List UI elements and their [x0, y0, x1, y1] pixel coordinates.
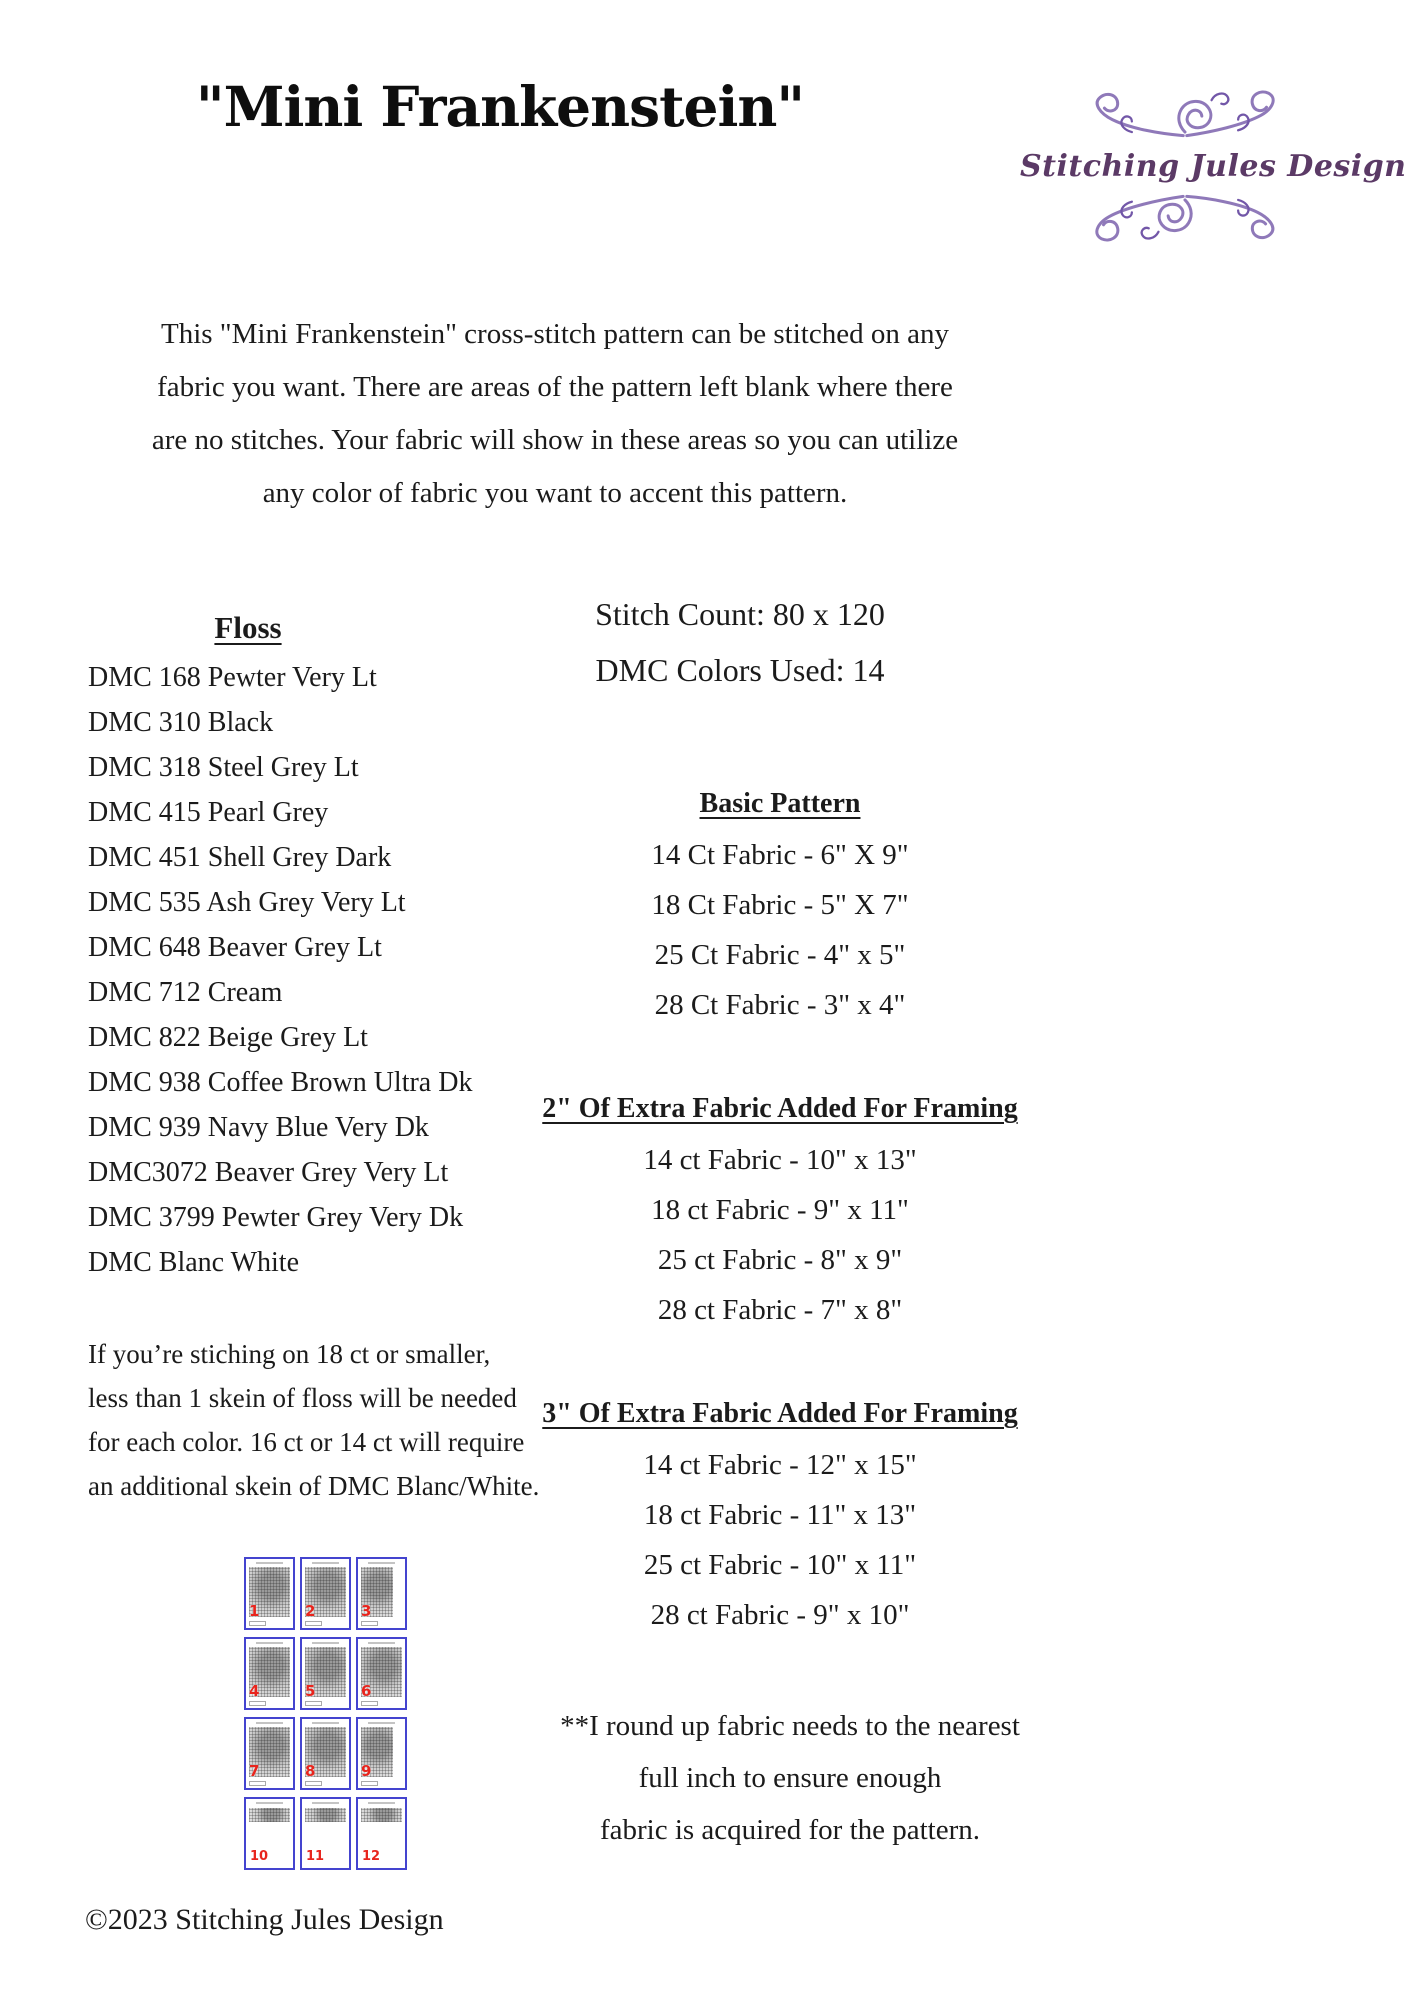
section-2in-framing [500, 1093, 1060, 1335]
fabric-size-row: 25 ct Fabric - 10" x 11" [643, 1549, 917, 1581]
thumbnail-page-number: 3 [361, 1602, 372, 1620]
thumbnail-caption [312, 1642, 339, 1644]
thumbnail-caption [312, 1802, 339, 1804]
thumbnail-page-number: 4 [249, 1682, 260, 1700]
fabric-size-row: 18 ct Fabric - 9" x 11" [651, 1194, 909, 1226]
fabric-size-row: 25 ct Fabric - 8" x 9" [657, 1244, 903, 1276]
pattern-page-thumbnail [300, 1637, 351, 1710]
thumbnail-legend-box [249, 1701, 266, 1706]
thumbnail-caption [368, 1562, 395, 1564]
thumbnail-legend-box [361, 1621, 378, 1626]
fabric-size-row: 18 ct Fabric - 11" x 13" [643, 1499, 917, 1531]
thumbnail-page-number: 1 [249, 1602, 260, 1620]
thumbnail-page-number: 9 [361, 1762, 372, 1780]
floss-note-line: for each color. 16 ct or 14 ct will require [88, 1427, 525, 1457]
fabric-size-row: 14 ct Fabric - 12" x 15" [643, 1449, 917, 1481]
fabric-size-row: 18 Ct Fabric - 5" X 7" [651, 889, 909, 921]
pattern-page-thumbnail [300, 1557, 351, 1630]
thumbnail-caption [256, 1802, 283, 1804]
intro-line: fabric you want. There are areas of the pattern left blank where there [157, 371, 953, 403]
pattern-page-thumbnail [300, 1797, 351, 1870]
thumbnail-page-number: 2 [305, 1602, 316, 1620]
fabric-size-rows [520, 830, 1040, 1030]
section-heading: 3" Of Extra Fabric Added For Framing [542, 1398, 1018, 1429]
floss-list [88, 655, 558, 1285]
thumbnail-caption [368, 1642, 395, 1644]
floss-color-item: DMC3072 Beaver Grey Very Lt [88, 1157, 449, 1188]
thumbnail-page-number: 11 [306, 1849, 325, 1864]
logo [1020, 86, 1407, 246]
floss-color-item: DMC 712 Cream [88, 977, 283, 1008]
thumbnail-legend-box [305, 1701, 322, 1706]
fabric-size-row: 14 Ct Fabric - 6" X 9" [651, 839, 909, 871]
fabric-size-row: 28 Ct Fabric - 3" x 4" [654, 989, 906, 1021]
pattern-page-thumbnail [244, 1797, 295, 1870]
fabric-note-line: fabric is acquired for the pattern. [599, 1814, 981, 1846]
thumbnail-caption [312, 1562, 339, 1564]
thumbnail-legend-box [305, 1781, 322, 1786]
thumbnail-caption [256, 1642, 283, 1644]
stitch-grid-preview [305, 1808, 346, 1822]
floss-color-item: DMC 318 Steel Grey Lt [88, 752, 359, 783]
fabric-size-rows [500, 1440, 1060, 1640]
pattern-page-thumbnails [244, 1557, 407, 1870]
pattern-page-thumbnail [356, 1637, 407, 1710]
thumbnail-legend-box [249, 1621, 266, 1626]
intro-paragraph [100, 308, 1010, 520]
floss-note-line: an additional skein of DMC Blanc/White. [88, 1471, 540, 1501]
thumbnail-caption [368, 1802, 395, 1804]
dmc-colors-used: DMC Colors Used: 14 [595, 652, 885, 688]
page-title: "Mini Frankenstein" [195, 74, 805, 139]
pattern-page-thumbnail [300, 1717, 351, 1790]
flourish-icon [1071, 86, 1299, 148]
thumbnail-caption [368, 1722, 395, 1724]
floss-color-item: DMC 415 Pearl Grey [88, 797, 329, 828]
copyright-text: ©2023 Stitching Jules Design [85, 1903, 444, 1936]
section-basic-pattern [520, 788, 1040, 1030]
thumbnail-caption [312, 1722, 339, 1724]
stitch-grid-preview [249, 1808, 290, 1822]
section-heading: Basic Pattern [699, 788, 861, 819]
thumbnail-page-number: 8 [305, 1762, 316, 1780]
fabric-size-row: 25 Ct Fabric - 4" x 5" [654, 939, 906, 971]
pattern-page-thumbnail [244, 1637, 295, 1710]
intro-line: are no stitches. Your fabric will show in these areas so you can utilize [151, 424, 959, 456]
thumbnail-caption [256, 1562, 283, 1564]
stitch-count: Stitch Count: 80 x 120 [595, 596, 885, 632]
pattern-page-thumbnail [356, 1557, 407, 1630]
floss-color-item: DMC 310 Black [88, 707, 274, 738]
pattern-page-thumbnail [244, 1557, 295, 1630]
floss-color-item: DMC 648 Beaver Grey Lt [88, 932, 382, 963]
fabric-note-line: full inch to ensure enough [638, 1762, 942, 1794]
fabric-size-row: 28 ct Fabric - 7" x 8" [657, 1294, 903, 1326]
thumbnail-caption [256, 1722, 283, 1724]
thumbnail-legend-box [249, 1781, 266, 1786]
floss-color-item: DMC 822 Beige Grey Lt [88, 1022, 368, 1053]
thumbnail-page-number: 7 [249, 1762, 260, 1780]
pattern-stats [480, 586, 1000, 698]
pattern-page-thumbnail [356, 1717, 407, 1790]
pattern-page-thumbnail [244, 1717, 295, 1790]
floss-color-item: DMC 168 Pewter Very Lt [88, 662, 377, 693]
thumbnail-legend-box [305, 1621, 322, 1626]
floss-heading: Floss [214, 610, 282, 645]
section-heading: 2" Of Extra Fabric Added For Framing [542, 1093, 1018, 1124]
thumbnail-page-number: 5 [305, 1682, 316, 1700]
stitch-grid-preview [361, 1808, 402, 1822]
fabric-size-row: 14 ct Fabric - 10" x 13" [643, 1144, 917, 1176]
floss-color-item: DMC Blanc White [88, 1247, 300, 1278]
section-3in-framing [500, 1398, 1060, 1640]
floss-color-item: DMC 535 Ash Grey Very Lt [88, 887, 406, 918]
floss-color-item: DMC 451 Shell Grey Dark [88, 842, 392, 873]
thumbnail-page-number: 10 [250, 1849, 269, 1864]
floss-note-line: less than 1 skein of floss will be needed [88, 1383, 517, 1413]
floss-color-item: DMC 939 Navy Blue Very Dk [88, 1112, 429, 1143]
thumbnail-page-number: 12 [362, 1849, 381, 1864]
flourish-icon [1071, 184, 1299, 246]
floss-note-line: If you’re stiching on 18 ct or smaller, [88, 1339, 491, 1369]
intro-line: This "Mini Frankenstein" cross-stitch pattern can be stitched on any [161, 318, 949, 350]
intro-line: any color of fabric you want to accent this pattern. [262, 477, 848, 509]
floss-color-item: DMC 938 Coffee Brown Ultra Dk [88, 1067, 473, 1098]
thumbnail-legend-box [361, 1701, 378, 1706]
fabric-size-row: 28 ct Fabric - 9" x 10" [650, 1599, 910, 1631]
fabric-rounding-note [520, 1700, 1060, 1856]
thumbnail-legend-box [361, 1781, 378, 1786]
pattern-page-thumbnail [356, 1797, 407, 1870]
floss-color-item: DMC 3799 Pewter Grey Very Dk [88, 1202, 464, 1233]
fabric-size-rows [500, 1135, 1060, 1335]
logo-text: Stitching Jules Design [1020, 149, 1407, 184]
floss-skein-note [88, 1332, 568, 1508]
fabric-note-line: **I round up fabric needs to the nearest [560, 1710, 1020, 1742]
thumbnail-page-number: 6 [361, 1682, 372, 1700]
